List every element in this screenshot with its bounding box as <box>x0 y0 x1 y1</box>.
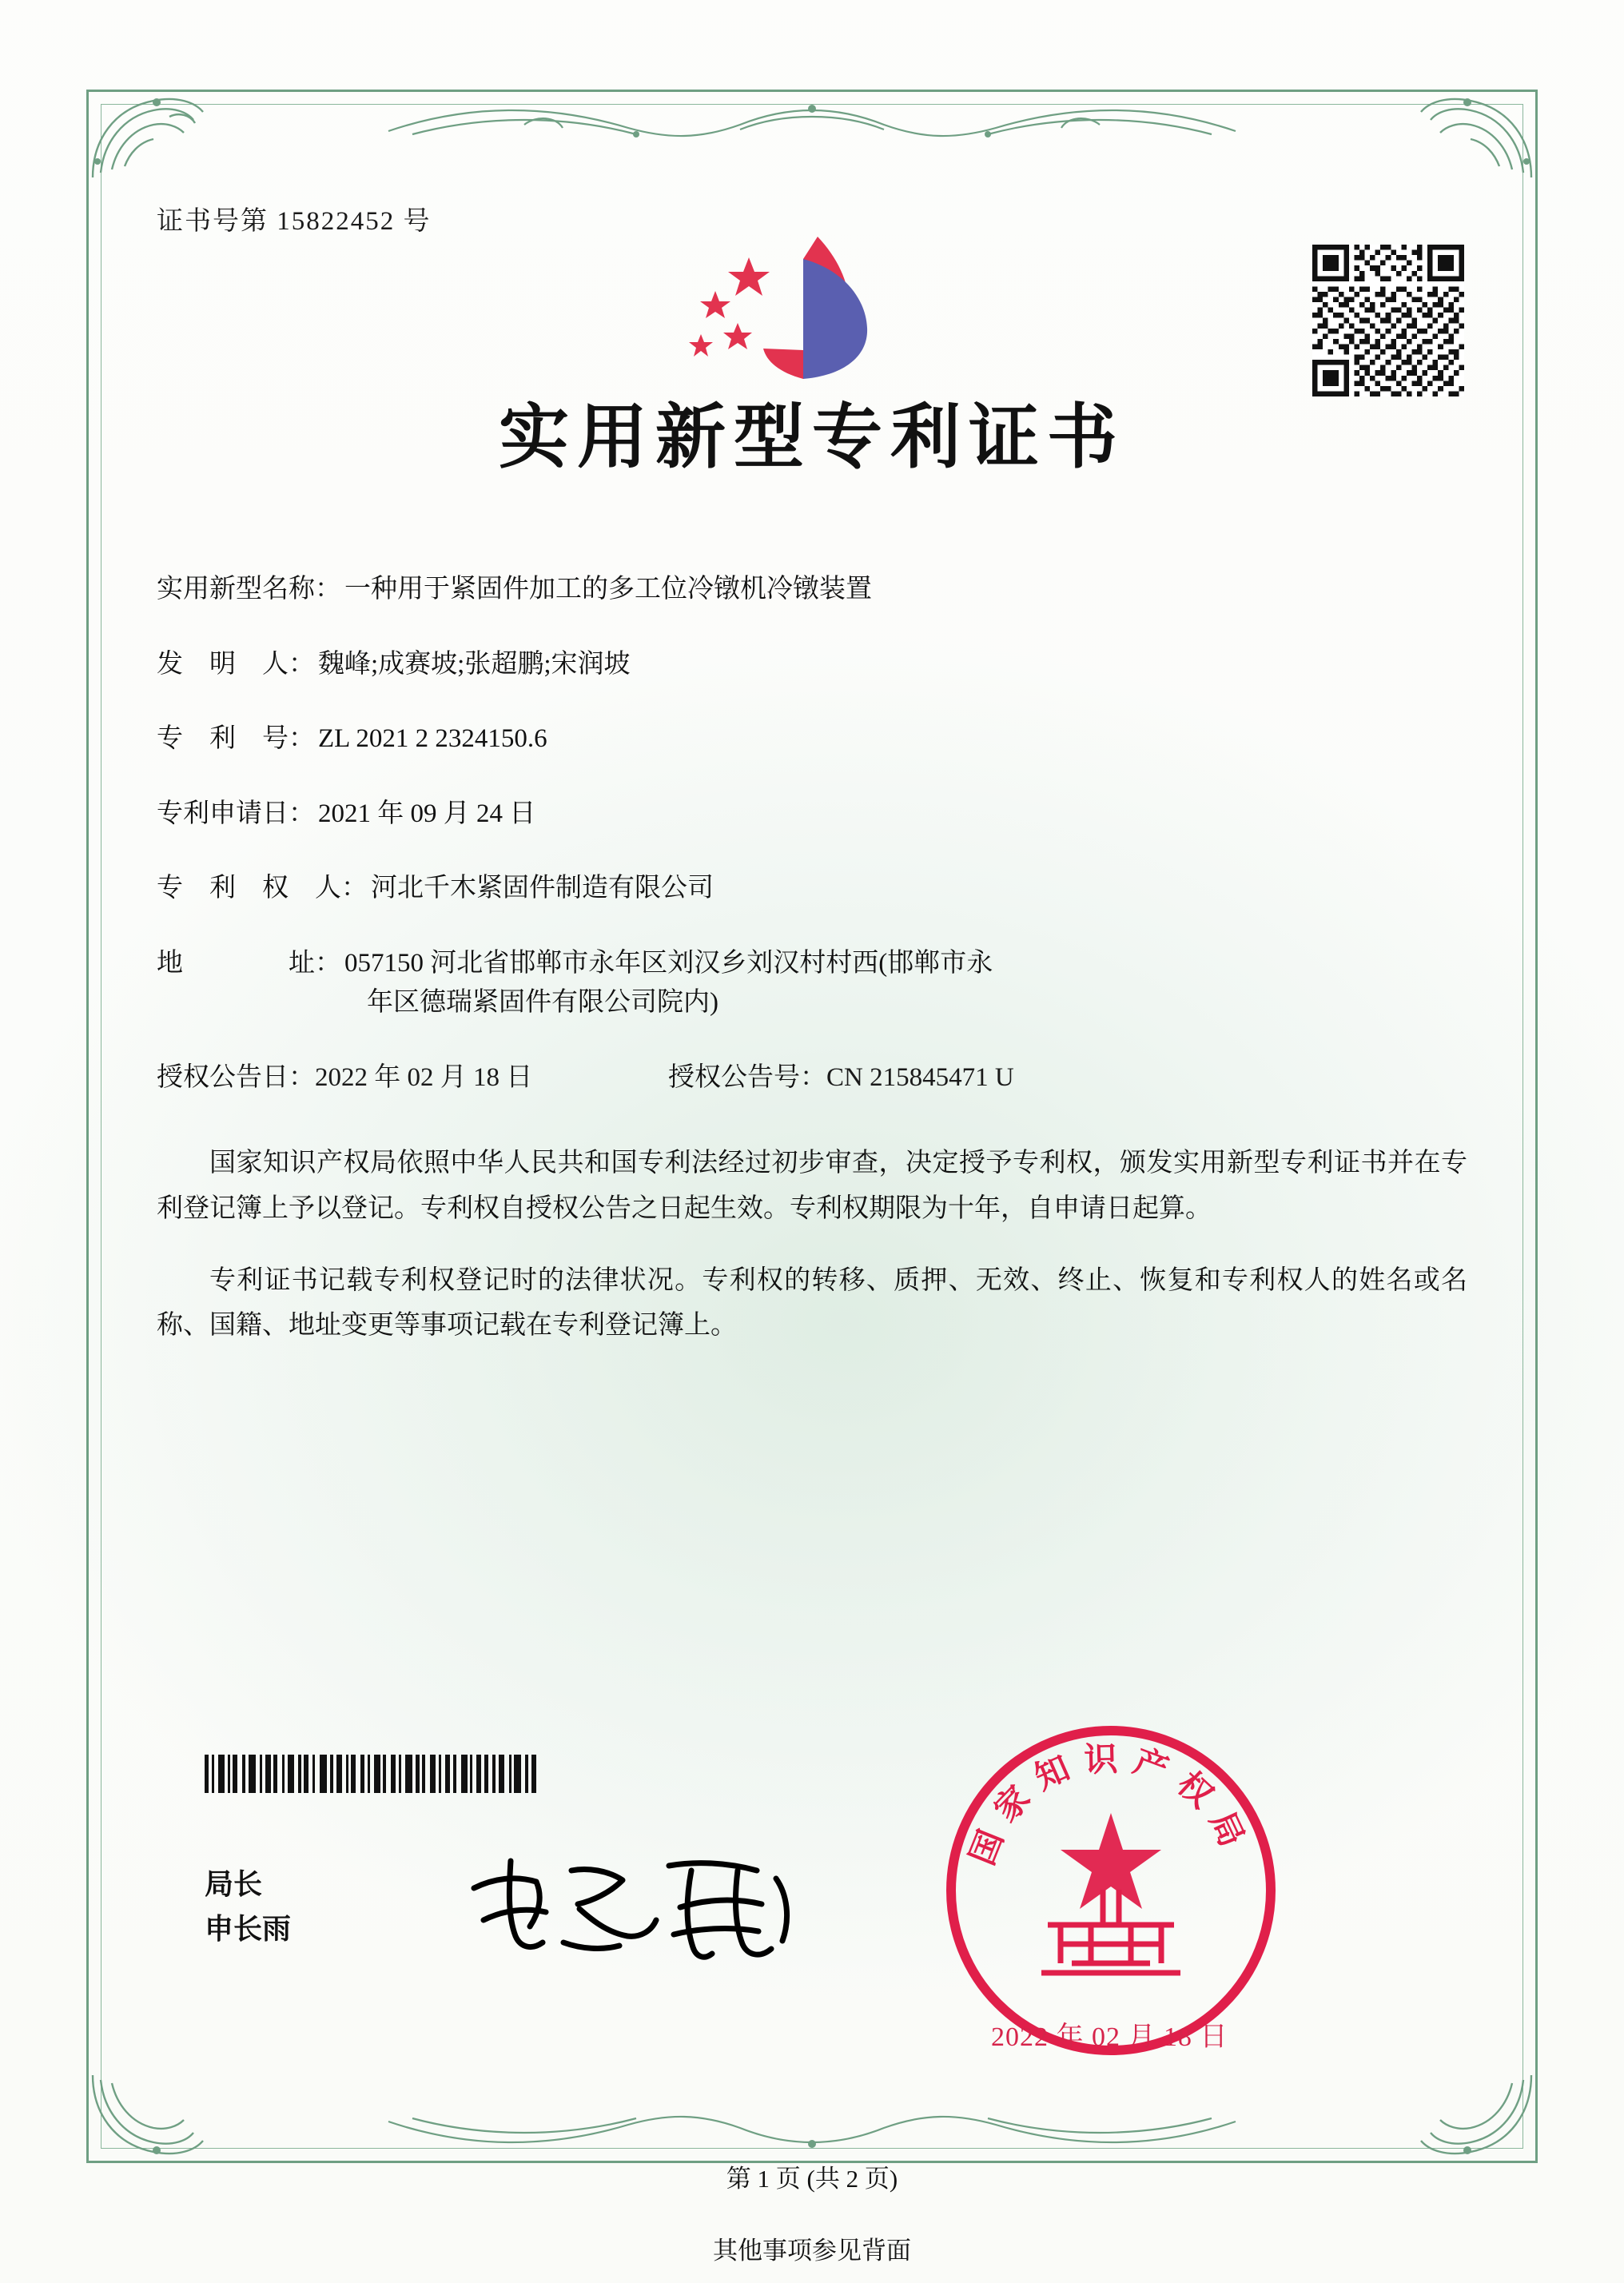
corner-ornament-top-right <box>1415 93 1534 181</box>
field-row-filing-date <box>157 795 1467 835</box>
field-value-announcement-date: 2022 年 02 月 18 日 <box>315 1062 533 1092</box>
field-label-address: 地 址 <box>157 948 315 978</box>
field-label-patentee: 专 利 权 人 <box>157 874 341 902</box>
back-page-note: 其他事项参见背面 <box>713 2237 911 2265</box>
field-row-name <box>157 570 1467 610</box>
handwritten-signature-icon <box>460 1847 803 1966</box>
field-value-address <box>341 944 1467 1023</box>
announcement-no-group <box>668 1058 1014 1098</box>
field-separator: ： <box>289 649 315 679</box>
field-value-patent-no: ZL 2021 2 2324150.6 <box>318 724 547 753</box>
legal-text <box>157 1141 1467 1349</box>
page-number: 第 1 页 (共 2 页) <box>726 2165 898 2193</box>
field-row-address <box>157 944 1467 1023</box>
bottom-flourish-ornament <box>364 2104 1260 2160</box>
field-row-inventors <box>157 645 1467 685</box>
field-value-announcement-no: CN 215845471 U <box>826 1062 1014 1092</box>
field-label-announcement-date: 授权公告日 <box>157 1062 289 1092</box>
field-row-patentee <box>157 869 1467 909</box>
corner-ornament-bottom-right <box>1415 2072 1534 2160</box>
barcode-icon <box>205 1755 628 1793</box>
field-separator: ： <box>315 948 341 978</box>
official-seal <box>939 1719 1283 2062</box>
field-row-announcement <box>157 1058 1467 1098</box>
field-separator: ： <box>289 1062 315 1092</box>
field-row-patent-no <box>157 719 1467 759</box>
field-list <box>157 570 1467 1098</box>
seal-date: 2022 年 02 月 18 日 <box>991 2022 1228 2052</box>
address-line-1: 057150 河北省邯郸市永年区刘汉乡刘汉村村西(邯郸市永 <box>344 948 993 978</box>
page-title: 实用新型专利证书 <box>498 395 1125 478</box>
field-value-filing-date: 2021 年 09 月 24 日 <box>318 799 536 828</box>
address-line-2: 年区德瑞紧固件有限公司院内) <box>367 988 718 1017</box>
svg-text:国家知识产权局: 国家知识产权局 <box>961 1739 1258 1871</box>
field-label-patent-no: 专 利 号 <box>157 724 289 753</box>
corner-ornament-top-left <box>90 93 209 181</box>
field-value-patentee: 河北千木紧固件制造有限公司 <box>371 874 714 902</box>
signature-block <box>205 1863 291 1952</box>
field-label-announcement-no: 授权公告号 <box>668 1062 800 1092</box>
field-label-filing-date: 专利申请日 <box>157 799 289 828</box>
legal-paragraph-1: 国家知识产权局依照中华人民共和国专利法经过初步审查，决定授予专利权，颁发实用新型专利证书并在专利登记簿上予以登记。专利权自授权公告之日起生效。专利权期限为十年，自申请日起算。 <box>157 1149 1467 1223</box>
corner-ornament-bottom-left <box>90 2072 209 2160</box>
announcement-date-group <box>157 1058 668 1098</box>
top-flourish-ornament <box>364 93 1260 149</box>
field-label-inventors: 发 明 人 <box>157 649 289 679</box>
field-separator: ： <box>341 874 368 902</box>
field-separator: ： <box>315 575 341 604</box>
certificate-number: 证书号第 15822452 号 <box>157 207 432 236</box>
field-value-name: 一种用于紧固件加工的多工位冷镦机冷镦装置 <box>344 575 872 604</box>
signature-name: 申长雨 <box>205 1912 292 1945</box>
field-separator: ： <box>800 1062 826 1092</box>
legal-paragraph-2: 专利证书记载专利权登记时的法律状况。专利权的转移、质押、无效、终止、恢复和专利权人的姓名或名称、国籍、地址变更等事项记载在专利登记簿上。 <box>157 1265 1467 1341</box>
field-label-name: 实用新型名称 <box>157 575 315 604</box>
certificate-content <box>157 200 1467 1360</box>
field-separator: ： <box>289 799 315 828</box>
field-value-inventors: 魏峰;成赛坡;张超鹏;宋润坡 <box>318 649 631 679</box>
field-separator: ： <box>289 724 315 753</box>
signature-role: 局长 <box>205 1868 263 1900</box>
